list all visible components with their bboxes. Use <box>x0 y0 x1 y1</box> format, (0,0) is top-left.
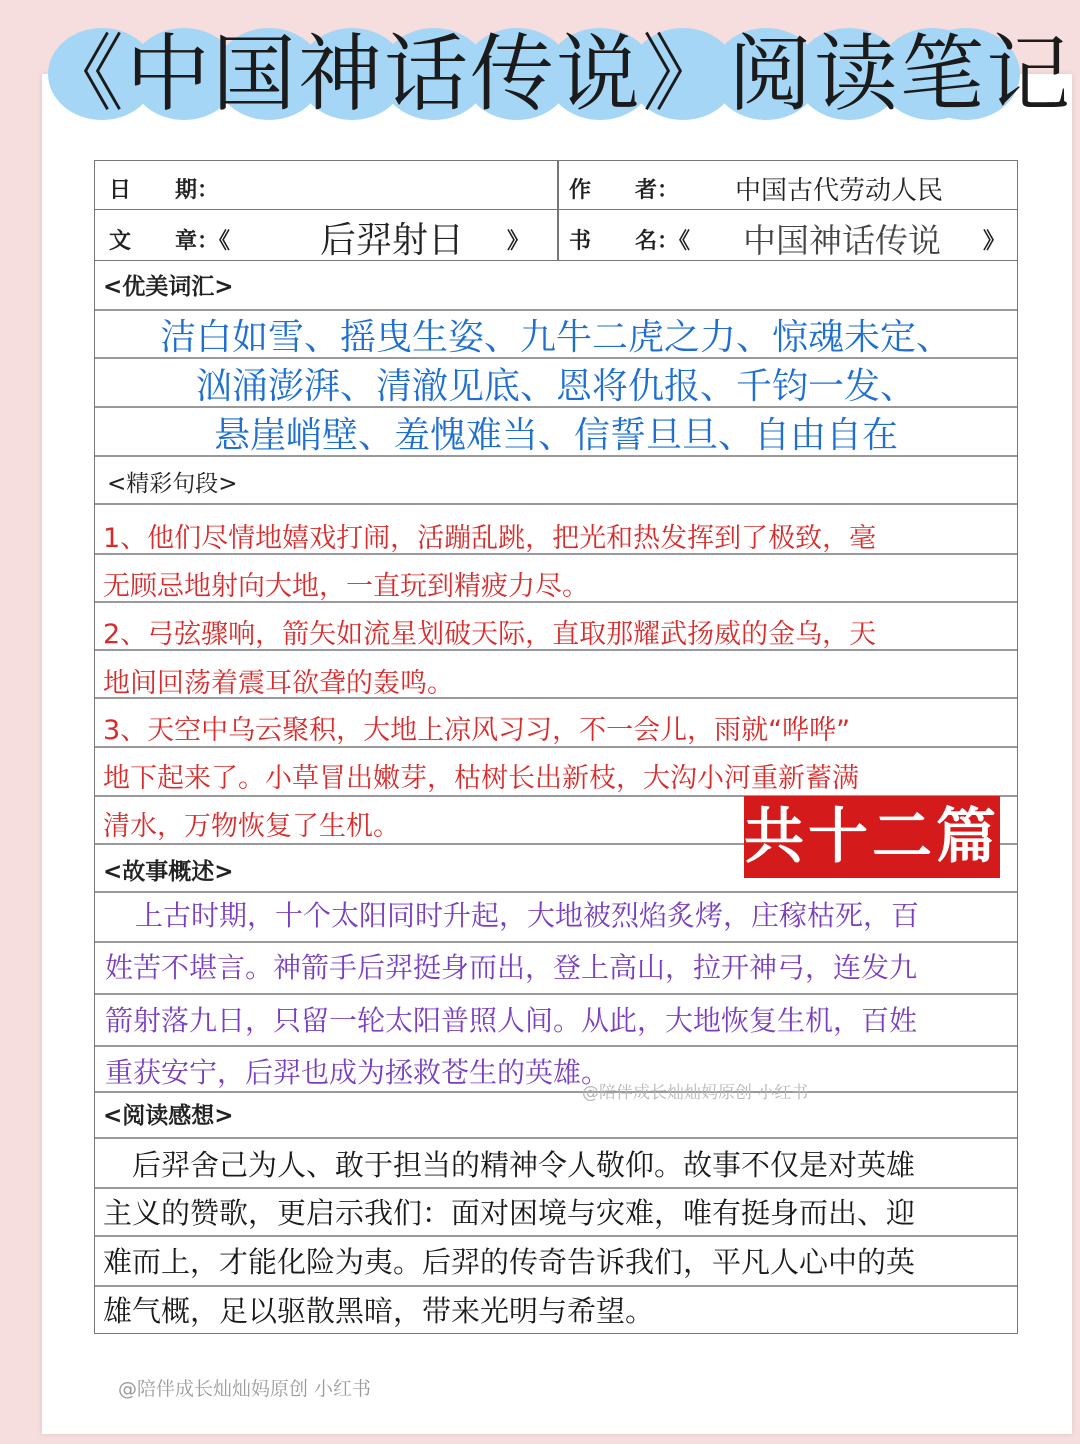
article-value: 后羿射日 <box>320 220 465 261</box>
sentence-line: 地间回荡着震耳欲聋的轰鸣。 <box>103 668 454 699</box>
vocab-section-title: <优美词汇> <box>103 274 234 300</box>
book-close: 》 <box>983 229 1006 254</box>
page-title: 《中国神话传说》阅读笔记 <box>40 25 1073 123</box>
summary-line: 上古时期，十个太阳同时升起，大地被烈焰炙烤，庄稼枯死，百 <box>107 899 920 932</box>
vocab-line: 汹涌澎湃、清澈见底、恩将仇报、千钧一发、 <box>195 366 916 407</box>
sentence-line: 3、天空中乌云聚积，大地上凉风习习，不一会儿，雨就“哗哗” <box>103 715 851 746</box>
thoughts-line: 雄气概，足以驱散黑暗，带来光明与希望。 <box>103 1294 655 1328</box>
watermark: @陪伴成长灿灿妈原创 小红书 <box>582 1083 809 1103</box>
thoughts-line: 后羿舍己为人、敢于担当的精神令人敬仰。故事不仅是对英雄 <box>103 1148 916 1182</box>
book-value: 中国神话传说 <box>743 221 941 260</box>
divider <box>557 210 559 260</box>
summary-section-title: <故事概述> <box>103 859 234 885</box>
notebook-sheet <box>94 160 1018 1334</box>
sentence-line: 1、他们尽情地嬉戏打闹，活蹦乱跳，把光和热发挥到了极致，毫 <box>103 523 877 554</box>
article-close: 》 <box>507 229 530 254</box>
date-label: 日 期： <box>109 178 220 203</box>
sentence-line: 无顾忌地射向大地，一直玩到精疲力尽。 <box>103 571 589 602</box>
rule-line <box>95 503 1017 505</box>
book-label: 书 名：《 <box>569 229 691 254</box>
count-badge: 共十二篇 <box>744 796 1000 878</box>
vocab-line: 洁白如雪、摇曳生姿、九牛二虎之力、惊魂未定、 <box>159 317 952 358</box>
author-value: 中国古代劳动人民 <box>735 176 944 206</box>
rule-line <box>95 1137 1017 1139</box>
article-label: 文 章：《 <box>109 229 231 254</box>
sentence-line: 2、弓弦骤响，箭矢如流星划破天际，直取那耀武扬威的金乌，天 <box>103 619 877 650</box>
summary-line: 姓苦不堪言。神箭手后羿挺身而出，登上高山，拉开神弓，连发九 <box>105 951 918 984</box>
info-row-article-book <box>95 210 1017 261</box>
info-row-date-author <box>95 161 1017 210</box>
sentence-line: 清水，万物恢复了生机。 <box>103 811 400 842</box>
summary-line: 箭射落九日，只留一轮太阳普照人间。从此，大地恢复生机，百姓 <box>105 1004 918 1037</box>
thoughts-line: 难而上，才能化险为夷。后羿的传奇告诉我们，平凡人心中的英 <box>103 1245 916 1279</box>
sentence-line: 地下起来了。小草冒出嫩芽，枯树长出新枝，大沟小河重新蓄满 <box>103 763 859 794</box>
rule-line <box>95 309 1017 311</box>
watermark: @陪伴成长灿灿妈原创 小红书 <box>118 1378 372 1400</box>
author-label: 作 者： <box>569 178 680 203</box>
summary-line: 重获安宁，后羿也成为拯救苍生的英雄。 <box>105 1056 610 1089</box>
sentences-section-title: <精彩句段> <box>107 471 238 497</box>
thoughts-section-title: <阅读感想> <box>103 1103 234 1129</box>
title-banner <box>40 10 1073 128</box>
vocab-line: 悬崖峭壁、羞愧难当、信誓旦旦、自由自在 <box>213 415 898 456</box>
divider <box>557 161 559 209</box>
thoughts-line: 主义的赞歌，更启示我们：面对困境与灾难，唯有挺身而出、迎 <box>103 1196 916 1230</box>
